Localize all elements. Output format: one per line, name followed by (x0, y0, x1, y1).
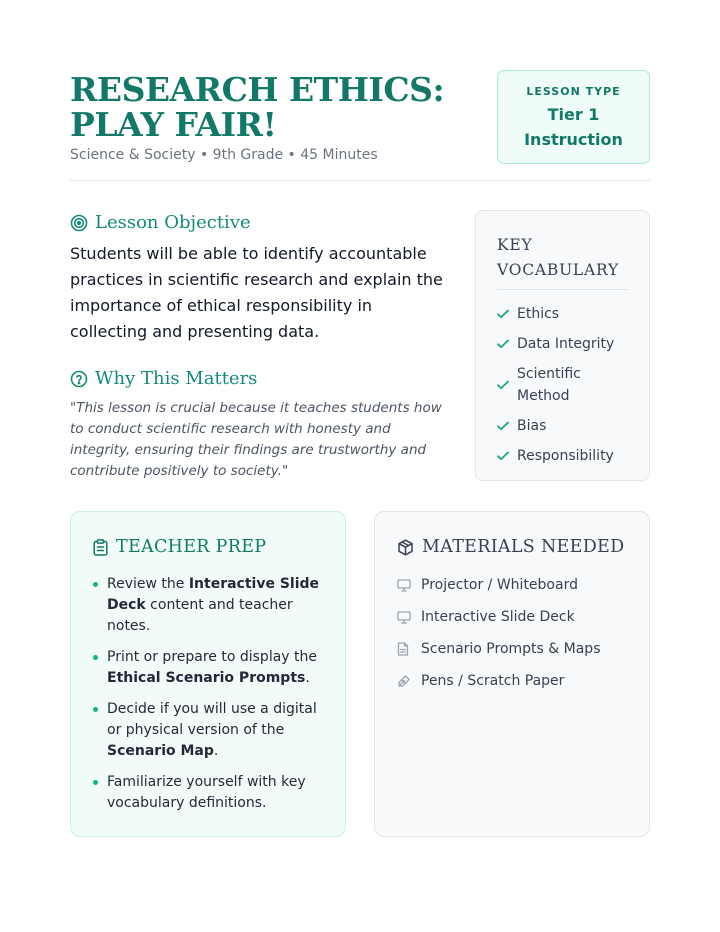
vocabulary-item: Ethics (497, 303, 628, 325)
why-text: "This lesson is crucial because it teaches students how to conduct scientific research with honesty and integrity, ensuring their findings are trustworthy and contribute positively to society." (70, 400, 442, 479)
objective-heading-text: Lesson Objective (95, 212, 251, 233)
vocabulary-list (497, 303, 628, 467)
check-icon (497, 380, 517, 390)
vocabulary-item: Bias (497, 415, 628, 437)
check-icon (497, 339, 517, 349)
teacher-prep-heading: TEACHER PREP (93, 536, 323, 558)
list-item: Print or prepare to display the Ethical Scenario Prompts. (93, 647, 323, 689)
list-item: Interactive Slide Deck (397, 606, 627, 628)
list-item: Familiarize yourself with key vocabulary definitions. (93, 772, 323, 814)
objective-text: Students will be able to identify accountable practices in scientific research and explain the importance of ethical responsibility in collecting and presenting data. (70, 244, 443, 341)
list-item: Scenario Prompts & Maps (397, 638, 627, 660)
list-item: Decide if you will use a digital or physical version of the Scenario Map. (93, 699, 323, 762)
help-circle-icon (70, 370, 88, 388)
package-icon (397, 539, 414, 556)
list-item: Projector / Whiteboard (397, 574, 627, 596)
vocabulary-item: Scientific Method (497, 363, 597, 407)
document-icon (397, 642, 421, 656)
check-icon (497, 421, 517, 431)
pen-icon (397, 674, 421, 688)
lesson-type-value: Tier 1 Instruction (524, 105, 623, 149)
objective-heading (70, 212, 251, 233)
teacher-prep-list (93, 574, 323, 814)
vocabulary-title: KEY VOCABULARY (497, 233, 628, 290)
presentation-icon (397, 611, 421, 624)
vocabulary-item: Responsibility (497, 445, 628, 467)
why-heading (70, 368, 257, 389)
target-icon (70, 214, 88, 232)
materials-card (374, 511, 650, 837)
vocabulary-item: Data Integrity (497, 333, 628, 355)
list-item: Pens / Scratch Paper (397, 670, 627, 692)
check-icon (497, 451, 517, 461)
lesson-plan-page (70, 0, 650, 932)
why-heading-text: Why This Matters (95, 368, 258, 389)
vocabulary-card (475, 210, 650, 481)
clipboard-icon (93, 539, 108, 556)
materials-heading: MATERIALS NEEDED (397, 536, 627, 558)
lesson-meta: Science & Society • 9th Grade • 45 Minutes (70, 147, 378, 163)
list-item: Review the Interactive Slide Deck content and teacher notes. (93, 574, 323, 637)
teacher-prep-card (70, 511, 346, 837)
monitor-icon (397, 579, 421, 592)
page-title: RESEARCH ETHICS: PLAY FAIR! (70, 70, 445, 144)
header-divider (70, 180, 650, 181)
check-icon (497, 309, 517, 319)
materials-list (397, 574, 627, 692)
lesson-type-badge (497, 70, 650, 164)
lesson-type-label: LESSON TYPE (526, 85, 621, 98)
